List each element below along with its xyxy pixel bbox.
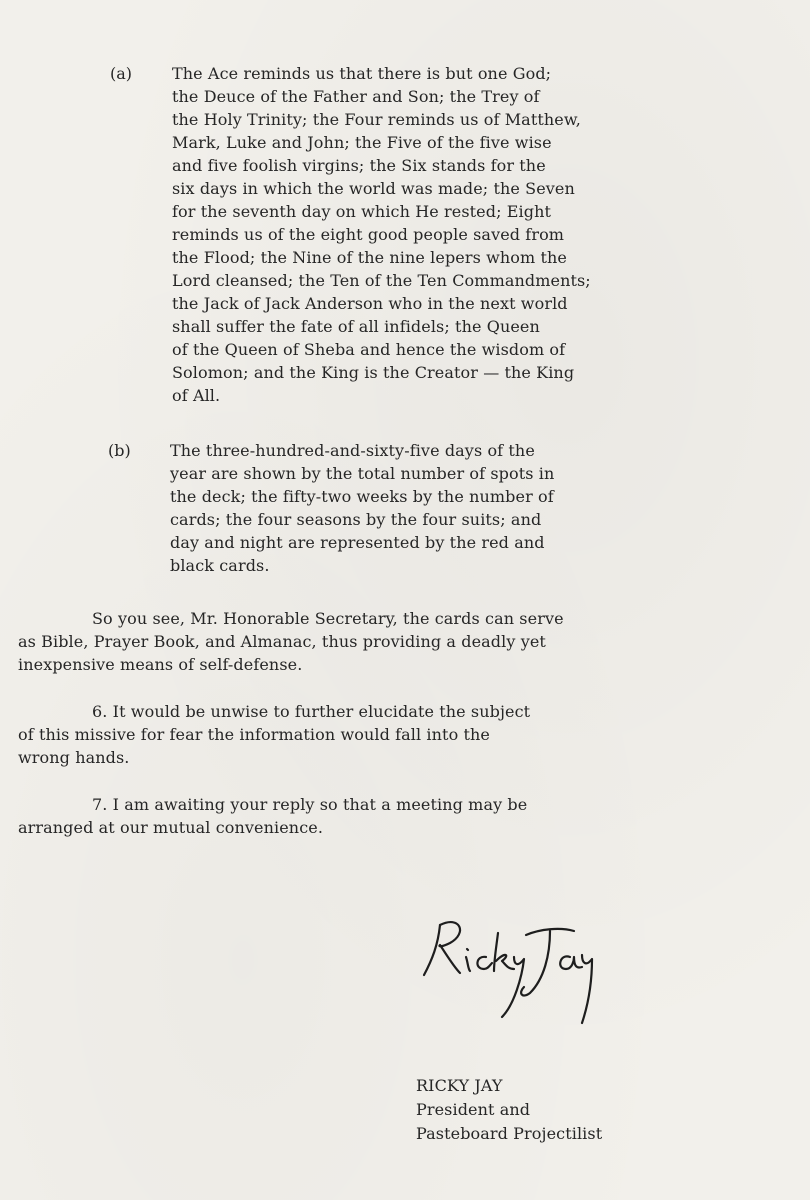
signer-name: RICKY JAY [416, 1076, 503, 1095]
list-item-a-line: of the Queen of Sheba and hence the wisdom of [172, 340, 566, 359]
paragraph-line: arranged at our mutual convenience. [18, 818, 324, 837]
list-item-a-line: the Jack of Jack Anderson who in the next world [172, 294, 568, 313]
list-item-b-line: day and night are represented by the red and [170, 533, 545, 552]
paragraph-line: of this missive for fear the information would fall into the [18, 725, 490, 744]
list-item-a-line: Mark, Luke and John; the Five of the five wise [172, 133, 552, 152]
list-item-b-line: cards; the four seasons by the four suits; and [170, 510, 542, 529]
signer-title: Pasteboard Projectilist [416, 1124, 603, 1143]
paragraph-line: as Bible, Prayer Book, and Almanac, thus providing a deadly yet [18, 632, 546, 651]
handwritten-signature [410, 905, 620, 1030]
list-item-a-line: of All. [172, 386, 221, 405]
list-item-a-line: shall suffer the fate of all infidels; the Queen [172, 317, 540, 336]
list-item-a-line: the Flood; the Nine of the nine lepers whom the [172, 248, 568, 267]
list-marker-b: (b) [108, 441, 131, 460]
list-item-b-line: the deck; the fifty-two weeks by the number of [170, 487, 554, 506]
list-item-b-line: black cards. [170, 556, 270, 575]
list-item-a-line: the Deuce of the Father and Son; the Trey of [172, 87, 540, 106]
list-item-a-line: the Holy Trinity; the Four reminds us of Matthew, [172, 110, 581, 129]
list-item-a-line: six days in which the world was made; the Seven [172, 179, 575, 198]
list-item-a-line: Solomon; and the King is the Creator — the King [172, 363, 575, 382]
list-item-a-line: The Ace reminds us that there is but one God; [172, 64, 552, 83]
list-item-a-line: Lord cleansed; the Ten of the Ten Commandments; [172, 271, 591, 290]
paragraph-line: inexpensive means of self-defense. [18, 655, 303, 674]
paragraph-line: So you see, Mr. Honorable Secretary, the cards can serve [92, 609, 564, 628]
list-marker-a: (a) [110, 64, 133, 83]
list-item-a-line: for the seventh day on which He rested; Eight [172, 202, 552, 221]
paragraph-line: wrong hands. [18, 748, 130, 767]
list-item-b-line: The three-hundred-and-sixty-five days of the [170, 441, 535, 460]
paragraph-line: 6. It would be unwise to further elucidate the subject [92, 702, 531, 721]
list-item-a-line: and five foolish virgins; the Six stands for the [172, 156, 546, 175]
signer-title: President and [416, 1100, 531, 1119]
list-item-a-line: reminds us of the eight good people saved from [172, 225, 565, 244]
list-item-b-line: year are shown by the total number of spots in [170, 464, 555, 483]
paragraph-line: 7. I am awaiting your reply so that a meeting may be [92, 795, 528, 814]
